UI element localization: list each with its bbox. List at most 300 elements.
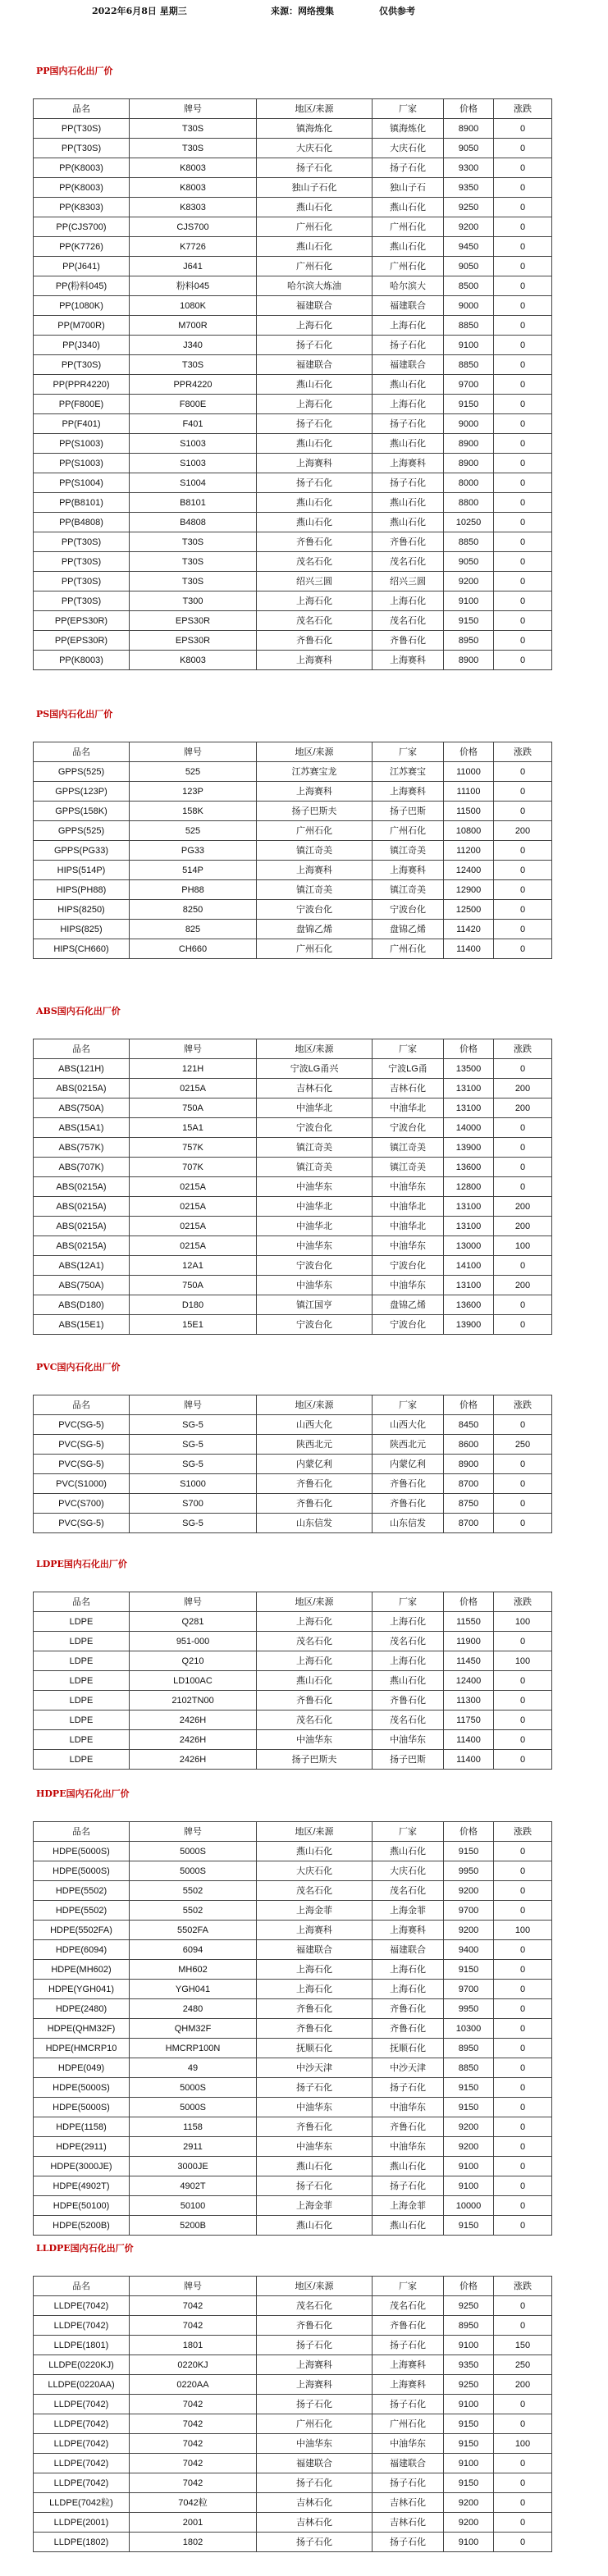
region-cell: 广州石化: [257, 939, 373, 959]
grade-cell: T300: [130, 591, 257, 611]
abs-price-table: [33, 1039, 552, 1335]
region-cell: 上海石化: [257, 1651, 373, 1671]
region-cell: 燕山石化: [257, 375, 373, 395]
table-row: [34, 237, 552, 257]
producer-cell: 中油华东: [373, 2137, 444, 2157]
table-row: [34, 2533, 552, 2552]
grade-cell: 7042: [130, 2296, 257, 2316]
table-row: [34, 2019, 552, 2039]
region-cell: 镇江奇美: [257, 1158, 373, 1177]
product-name-cell: HDPE(2480): [34, 1999, 130, 2019]
producer-cell: 齐鲁石化: [373, 1999, 444, 2019]
price-cell: 9100: [444, 2336, 494, 2355]
product-name-cell: ABS(12A1): [34, 1256, 130, 1276]
grade-cell: 4902T: [130, 2176, 257, 2196]
price-cell: 9100: [444, 2533, 494, 2552]
table-row: [34, 158, 552, 178]
producer-cell: 上海石化: [373, 1612, 444, 1632]
price-cell: 13000: [444, 1236, 494, 1256]
product-name-cell: ABS(121H): [34, 1059, 130, 1079]
region-cell: 上海赛科: [257, 2375, 373, 2395]
producer-cell: 镇江奇美: [373, 1158, 444, 1177]
producer-cell: 山西大化: [373, 1415, 444, 1435]
region-cell: 宁波台化: [257, 900, 373, 920]
grade-cell: 5200B: [130, 2216, 257, 2236]
ldpe-price-table: [33, 1592, 552, 1770]
column-header-region: 地区/来源: [257, 1822, 373, 1842]
grade-cell: 49: [130, 2058, 257, 2078]
change-cell: 0: [494, 2058, 552, 2078]
region-cell: 宁波台化: [257, 1315, 373, 1335]
table-row: [34, 939, 552, 959]
price-cell: 13100: [444, 1098, 494, 1118]
change-cell: 0: [494, 552, 552, 572]
change-cell: 0: [494, 2216, 552, 2236]
grade-cell: 15A1: [130, 1118, 257, 1138]
column-header-region: 地区/来源: [257, 1039, 373, 1059]
price-cell: 9700: [444, 1980, 494, 1999]
region-cell: 盘锦乙烯: [257, 920, 373, 939]
column-header-change: 涨跌: [494, 99, 552, 119]
price-cell: 12400: [444, 861, 494, 880]
change-cell: 0: [494, 434, 552, 454]
column-header-change: 涨跌: [494, 1822, 552, 1842]
region-cell: 茂名石化: [257, 1710, 373, 1730]
table-row: [34, 2513, 552, 2533]
grade-cell: 123P: [130, 782, 257, 802]
producer-cell: 上海赛科: [373, 2375, 444, 2395]
region-cell: 上海赛科: [257, 454, 373, 473]
pp-price-section: [33, 66, 546, 670]
product-name-cell: ABS(0215A): [34, 1197, 130, 1217]
table-row: [34, 1138, 552, 1158]
product-name-cell: PP(F401): [34, 414, 130, 434]
product-name-cell: GPPS(123P): [34, 782, 130, 802]
table-row: [34, 2493, 552, 2513]
table-row: [34, 1118, 552, 1138]
producer-cell: 中油华北: [373, 1197, 444, 1217]
change-cell: 0: [494, 1730, 552, 1750]
producer-cell: 齐鲁石化: [373, 1474, 444, 1494]
product-name-cell: LDPE: [34, 1632, 130, 1651]
product-name-cell: LDPE: [34, 1671, 130, 1691]
product-name-cell: PP(J641): [34, 257, 130, 276]
grade-cell: B4808: [130, 513, 257, 532]
change-cell: 0: [494, 513, 552, 532]
price-cell: 14100: [444, 1256, 494, 1276]
price-cell: 8850: [444, 2058, 494, 2078]
table-row: [34, 1494, 552, 1514]
grade-cell: 5000S: [130, 1861, 257, 1881]
grade-cell: 0215A: [130, 1197, 257, 1217]
table-row: [34, 900, 552, 920]
table-row: [34, 1158, 552, 1177]
ldpe-price-section: [33, 1559, 546, 1770]
region-cell: 绍兴三圆: [257, 572, 373, 591]
price-cell: 9700: [444, 375, 494, 395]
change-cell: 0: [494, 631, 552, 651]
grade-cell: 825: [130, 920, 257, 939]
change-cell: 0: [494, 2513, 552, 2533]
grade-cell: M700R: [130, 316, 257, 336]
price-cell: 9950: [444, 1999, 494, 2019]
change-cell: 0: [494, 1474, 552, 1494]
change-cell: 0: [494, 1118, 552, 1138]
change-cell: 0: [494, 336, 552, 355]
product-name-cell: HDPE(5502): [34, 1881, 130, 1901]
region-cell: 中油华东: [257, 2137, 373, 2157]
producer-cell: 哈尔滨大: [373, 276, 444, 296]
change-cell: 0: [494, 276, 552, 296]
change-cell: 0: [494, 1415, 552, 1435]
product-name-cell: PP(K8303): [34, 198, 130, 217]
change-cell: 0: [494, 762, 552, 782]
hdpe-section-title: HDPE国内石化出厂价: [36, 1788, 130, 1799]
change-cell: 0: [494, 1901, 552, 1921]
producer-cell: 齐鲁石化: [373, 2316, 444, 2336]
price-cell: 11750: [444, 1710, 494, 1730]
region-cell: 中油华东: [257, 2434, 373, 2454]
product-name-cell: HDPE(5000S): [34, 1842, 130, 1861]
producer-cell: 抚顺石化: [373, 2039, 444, 2058]
lldpe-section-title: LLDPE国内石化出厂价: [36, 2243, 134, 2254]
table-row: [34, 1177, 552, 1197]
price-cell: 9150: [444, 2434, 494, 2454]
change-cell: 0: [494, 493, 552, 513]
price-cell: 11500: [444, 802, 494, 821]
change-cell: 0: [494, 1940, 552, 1960]
table-row: [34, 1455, 552, 1474]
region-cell: 吉林石化: [257, 2513, 373, 2533]
product-name-cell: PP(粉料045): [34, 276, 130, 296]
region-cell: 上海赛科: [257, 1921, 373, 1940]
grade-cell: 7042: [130, 2454, 257, 2473]
price-cell: 8850: [444, 532, 494, 552]
product-name-cell: PP(T30S): [34, 591, 130, 611]
product-name-cell: PVC(S700): [34, 1494, 130, 1514]
change-cell: 0: [494, 473, 552, 493]
region-cell: 燕山石化: [257, 237, 373, 257]
column-header-region: 地区/来源: [257, 742, 373, 762]
grade-cell: 6094: [130, 1940, 257, 1960]
change-cell: 0: [494, 1710, 552, 1730]
region-cell: 陕西北元: [257, 1435, 373, 1455]
producer-cell: 独山子石: [373, 178, 444, 198]
product-name-cell: PP(K8003): [34, 158, 130, 178]
region-cell: 上海赛科: [257, 2355, 373, 2375]
table-row: [34, 1295, 552, 1315]
region-cell: 燕山石化: [257, 198, 373, 217]
change-cell: 0: [494, 316, 552, 336]
table-row: [34, 1435, 552, 1455]
grade-cell: T30S: [130, 552, 257, 572]
table-row: [34, 217, 552, 237]
price-cell: 8900: [444, 119, 494, 139]
grade-cell: 0215A: [130, 1217, 257, 1236]
region-cell: 齐鲁石化: [257, 1474, 373, 1494]
price-cell: 9200: [444, 1881, 494, 1901]
product-name-cell: ABS(757K): [34, 1138, 130, 1158]
change-cell: 200: [494, 1197, 552, 1217]
ps-price-section: [33, 709, 546, 959]
producer-cell: 大庆石化: [373, 1861, 444, 1881]
grade-cell: 1801: [130, 2336, 257, 2355]
grade-cell: 5000S: [130, 2078, 257, 2098]
grade-cell: 0215A: [130, 1079, 257, 1098]
region-cell: 独山子石化: [257, 178, 373, 198]
region-cell: 大庆石化: [257, 139, 373, 158]
price-cell: 13600: [444, 1295, 494, 1315]
region-cell: 齐鲁石化: [257, 1691, 373, 1710]
table-row: [34, 1960, 552, 1980]
change-cell: 0: [494, 355, 552, 375]
price-cell: 13600: [444, 1158, 494, 1177]
column-header-product-name: 品名: [34, 99, 130, 119]
grade-cell: 7042: [130, 2316, 257, 2336]
region-cell: 山东信发: [257, 1514, 373, 1533]
table-row: [34, 355, 552, 375]
price-cell: 8900: [444, 651, 494, 670]
change-cell: 0: [494, 2473, 552, 2493]
producer-cell: 中油华北: [373, 1098, 444, 1118]
column-header-grade: 牌号: [130, 1822, 257, 1842]
ps-price-table: [33, 742, 552, 959]
column-header-grade: 牌号: [130, 742, 257, 762]
region-cell: 燕山石化: [257, 513, 373, 532]
producer-cell: 福建联合: [373, 296, 444, 316]
region-cell: 扬子石化: [257, 158, 373, 178]
product-name-cell: HDPE(3000JE): [34, 2157, 130, 2176]
price-cell: 13500: [444, 1059, 494, 1079]
region-cell: 宁波台化: [257, 1256, 373, 1276]
table-row: [34, 631, 552, 651]
change-cell: 200: [494, 1217, 552, 1236]
grade-cell: 2426H: [130, 1750, 257, 1770]
price-cell: 12800: [444, 1177, 494, 1197]
column-header-region: 地区/来源: [257, 2277, 373, 2296]
product-name-cell: GPPS(158K): [34, 802, 130, 821]
product-name-cell: PP(K8003): [34, 178, 130, 198]
grade-cell: 750A: [130, 1098, 257, 1118]
grade-cell: S1000: [130, 1474, 257, 1494]
producer-cell: 上海石化: [373, 1960, 444, 1980]
region-cell: 上海石化: [257, 1980, 373, 1999]
table-row: [34, 1940, 552, 1960]
product-name-cell: LDPE: [34, 1730, 130, 1750]
price-cell: 9150: [444, 395, 494, 414]
grade-cell: 50100: [130, 2196, 257, 2216]
region-cell: 燕山石化: [257, 2216, 373, 2236]
region-cell: 齐鲁石化: [257, 1494, 373, 1514]
price-cell: 9200: [444, 2513, 494, 2533]
product-name-cell: PP(T30S): [34, 572, 130, 591]
price-cell: 13900: [444, 1138, 494, 1158]
change-cell: 200: [494, 821, 552, 841]
region-cell: 江苏赛宝龙: [257, 762, 373, 782]
table-row: [34, 611, 552, 631]
region-cell: 吉林石化: [257, 2493, 373, 2513]
price-cell: 13100: [444, 1217, 494, 1236]
price-cell: 9150: [444, 2098, 494, 2117]
table-row: [34, 1730, 552, 1750]
table-row: [34, 2039, 552, 2058]
column-header-price: 价格: [444, 1395, 494, 1415]
region-cell: 齐鲁石化: [257, 1999, 373, 2019]
producer-cell: 扬子巴斯: [373, 1750, 444, 1770]
price-cell: 10800: [444, 821, 494, 841]
grade-cell: 757K: [130, 1138, 257, 1158]
producer-cell: 齐鲁石化: [373, 631, 444, 651]
product-name-cell: GPPS(525): [34, 821, 130, 841]
change-cell: 100: [494, 1612, 552, 1632]
change-cell: 200: [494, 1079, 552, 1098]
table-row: [34, 1921, 552, 1940]
report-disclaimer: 仅供参考: [379, 6, 415, 16]
region-cell: 扬子石化: [257, 2473, 373, 2493]
region-cell: 齐鲁石化: [257, 2316, 373, 2336]
change-cell: 0: [494, 572, 552, 591]
change-cell: 250: [494, 2355, 552, 2375]
table-row: [34, 532, 552, 552]
table-row: [34, 454, 552, 473]
producer-cell: 上海石化: [373, 1651, 444, 1671]
producer-cell: 扬子石化: [373, 2533, 444, 2552]
grade-cell: 0215A: [130, 1177, 257, 1197]
grade-cell: 750A: [130, 1276, 257, 1295]
producer-cell: 扬子石化: [373, 2078, 444, 2098]
price-cell: 8700: [444, 1514, 494, 1533]
change-cell: 0: [494, 2137, 552, 2157]
change-cell: 0: [494, 1999, 552, 2019]
product-name-cell: PP(J340): [34, 336, 130, 355]
region-cell: 扬子巴斯夫: [257, 1750, 373, 1770]
pp-price-table: [33, 98, 552, 670]
change-cell: 200: [494, 2375, 552, 2395]
product-name-cell: PP(K8003): [34, 651, 130, 670]
price-cell: 8700: [444, 1474, 494, 1494]
change-cell: 200: [494, 1276, 552, 1295]
table-row: [34, 2375, 552, 2395]
product-name-cell: PP(CJS700): [34, 217, 130, 237]
producer-cell: 上海石化: [373, 591, 444, 611]
table-row: [34, 880, 552, 900]
column-header-region: 地区/来源: [257, 99, 373, 119]
region-cell: 上海赛科: [257, 651, 373, 670]
producer-cell: 镇江奇美: [373, 1138, 444, 1158]
price-cell: 9150: [444, 2473, 494, 2493]
grade-cell: 1080K: [130, 296, 257, 316]
grade-cell: T30S: [130, 119, 257, 139]
table-row: [34, 782, 552, 802]
change-cell: 0: [494, 1632, 552, 1651]
change-cell: 0: [494, 880, 552, 900]
column-header-producer: 厂家: [373, 1039, 444, 1059]
report-header: [0, 5, 608, 20]
product-name-cell: HDPE(QHM32F): [34, 2019, 130, 2039]
producer-cell: 上海赛科: [373, 651, 444, 670]
product-name-cell: PP(1080K): [34, 296, 130, 316]
product-name-cell: ABS(D180): [34, 1295, 130, 1315]
table-row: [34, 1474, 552, 1494]
grade-cell: HMCRP100N: [130, 2039, 257, 2058]
change-cell: 250: [494, 1435, 552, 1455]
table-row: [34, 2058, 552, 2078]
producer-cell: 中沙天津: [373, 2058, 444, 2078]
change-cell: 0: [494, 375, 552, 395]
table-row: [34, 2157, 552, 2176]
grade-cell: T30S: [130, 572, 257, 591]
region-cell: 扬子石化: [257, 2078, 373, 2098]
product-name-cell: PVC(SG-5): [34, 1415, 130, 1435]
grade-cell: 951-000: [130, 1632, 257, 1651]
table-row: [34, 1861, 552, 1881]
product-name-cell: HDPE(YGH041): [34, 1980, 130, 1999]
column-header-price: 价格: [444, 2277, 494, 2296]
product-name-cell: LLDPE(7042粒): [34, 2493, 130, 2513]
table-row: [34, 139, 552, 158]
product-name-cell: LDPE: [34, 1691, 130, 1710]
report-date: 2022年6月8日 星期三: [92, 6, 187, 16]
producer-cell: 上海赛科: [373, 454, 444, 473]
region-cell: 中油华东: [257, 1276, 373, 1295]
region-cell: 内蒙亿利: [257, 1455, 373, 1474]
price-cell: 9200: [444, 2137, 494, 2157]
table-row: [34, 1901, 552, 1921]
change-cell: 200: [494, 1098, 552, 1118]
price-cell: 8500: [444, 276, 494, 296]
grade-cell: SG-5: [130, 1514, 257, 1533]
lldpe-price-table: [33, 2276, 552, 2552]
table-row: [34, 2216, 552, 2236]
table-row: [34, 1197, 552, 1217]
grade-cell: 707K: [130, 1158, 257, 1177]
product-name-cell: LLDPE(7042): [34, 2414, 130, 2434]
change-cell: 0: [494, 2395, 552, 2414]
change-cell: 0: [494, 782, 552, 802]
product-name-cell: PP(EPS30R): [34, 611, 130, 631]
price-cell: 13900: [444, 1315, 494, 1335]
price-cell: 9100: [444, 2176, 494, 2196]
table-row: [34, 1999, 552, 2019]
producer-cell: 镇海炼化: [373, 119, 444, 139]
change-cell: 0: [494, 1861, 552, 1881]
grade-cell: 5000S: [130, 1842, 257, 1861]
table-row: [34, 1276, 552, 1295]
producer-cell: 中油华东: [373, 1276, 444, 1295]
product-name-cell: PP(B8101): [34, 493, 130, 513]
price-cell: 9950: [444, 1861, 494, 1881]
product-name-cell: PVC(SG-5): [34, 1514, 130, 1533]
producer-cell: 齐鲁石化: [373, 2019, 444, 2039]
change-cell: 0: [494, 861, 552, 880]
table-row: [34, 2336, 552, 2355]
producer-cell: 燕山石化: [373, 198, 444, 217]
price-cell: 9150: [444, 2078, 494, 2098]
column-header-change: 涨跌: [494, 1395, 552, 1415]
grade-cell: 121H: [130, 1059, 257, 1079]
price-cell: 13100: [444, 1197, 494, 1217]
grade-cell: 2480: [130, 1999, 257, 2019]
price-cell: 9150: [444, 611, 494, 631]
price-cell: 11300: [444, 1691, 494, 1710]
table-row: [34, 841, 552, 861]
table-row: [34, 2473, 552, 2493]
region-cell: 镇海炼化: [257, 119, 373, 139]
producer-cell: 燕山石化: [373, 1842, 444, 1861]
change-cell: 0: [494, 1960, 552, 1980]
grade-cell: 2911: [130, 2137, 257, 2157]
region-cell: 大庆石化: [257, 1861, 373, 1881]
